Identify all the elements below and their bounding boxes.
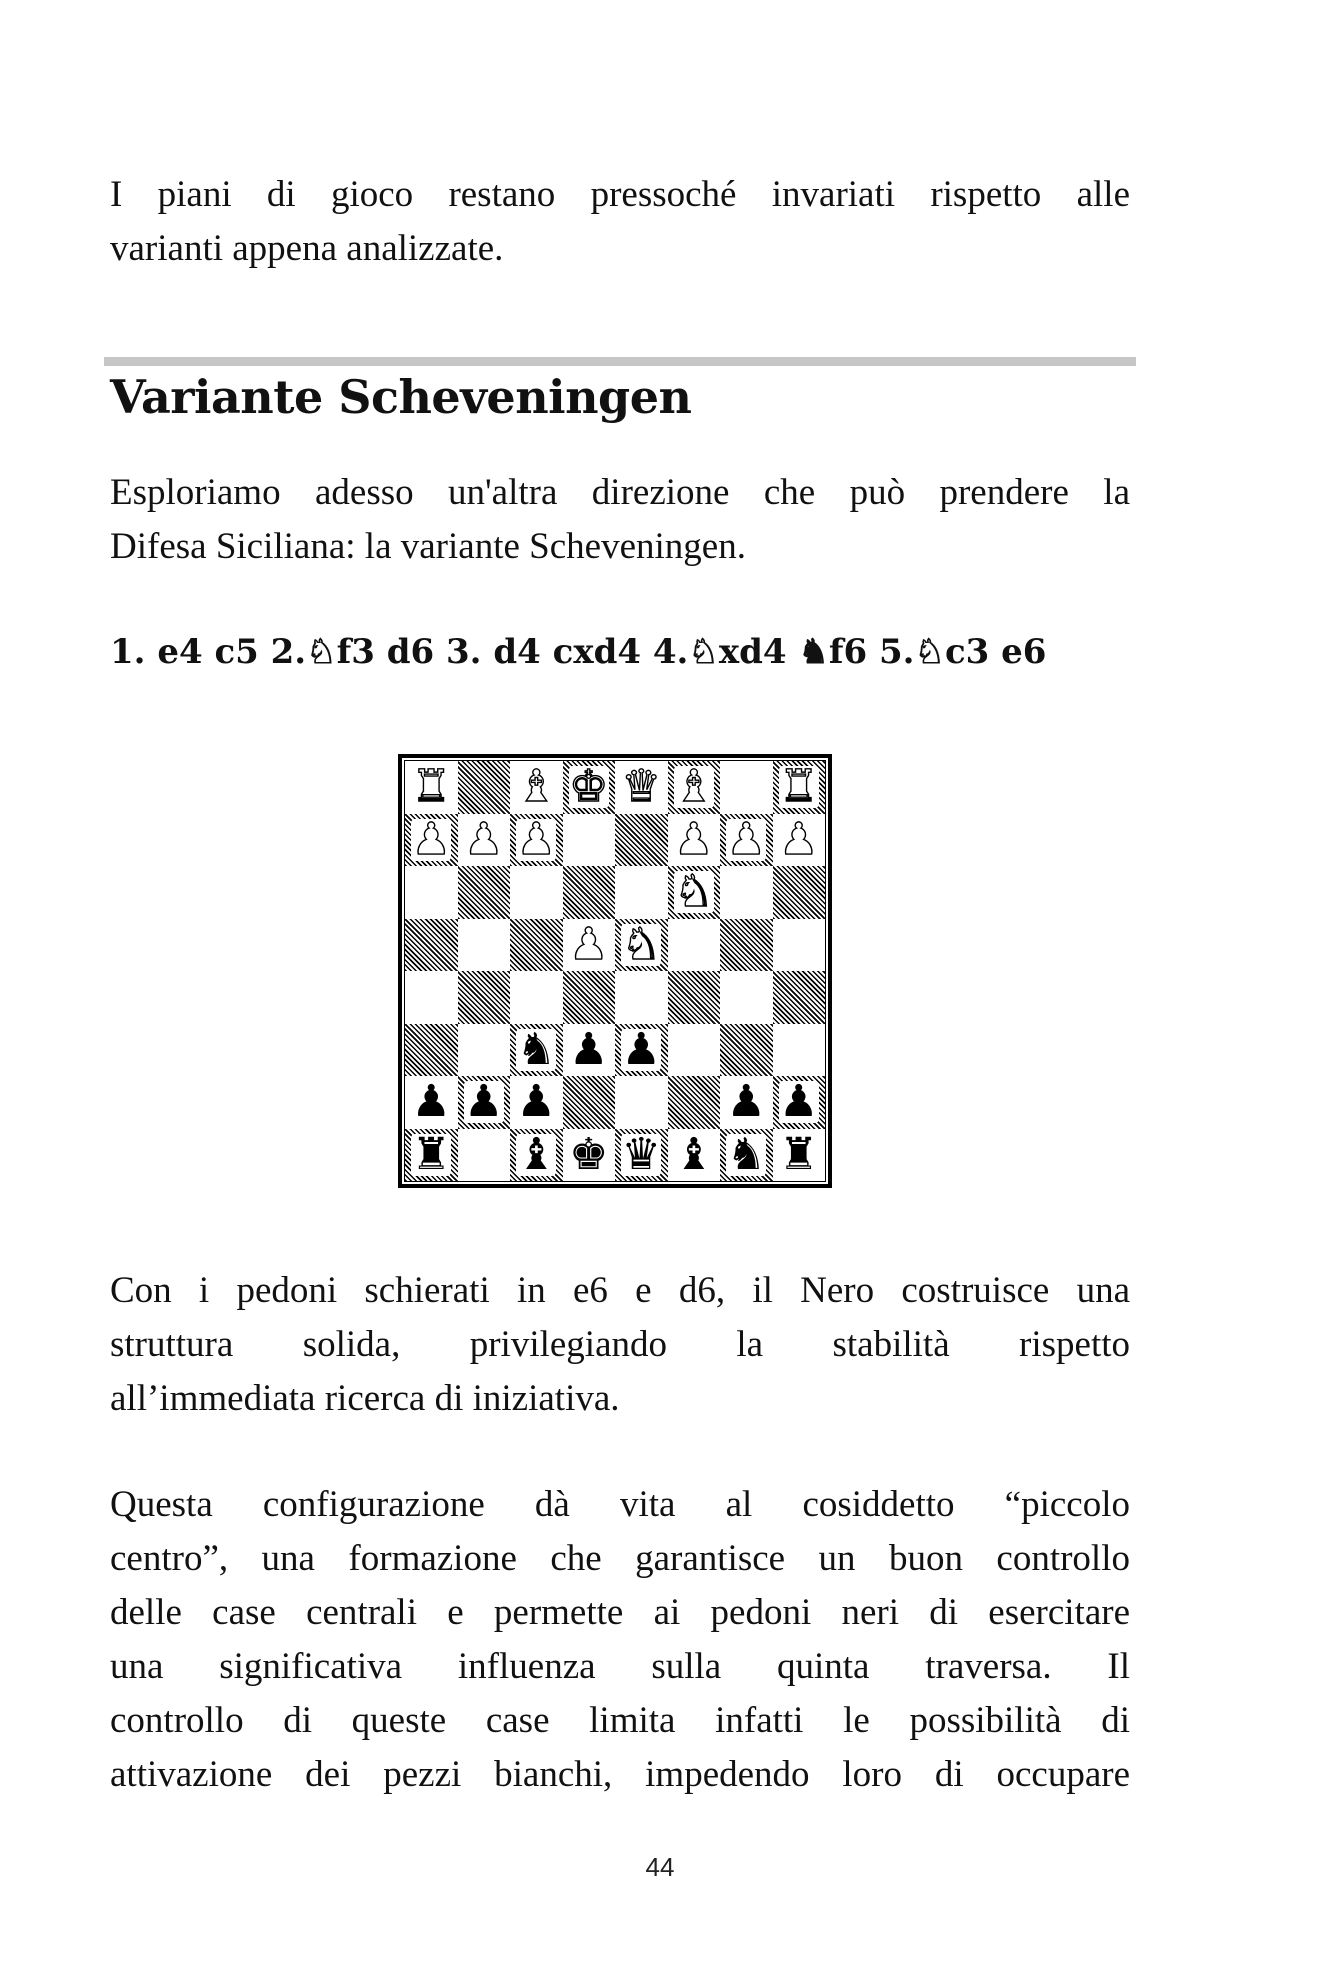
board-square [405, 919, 458, 972]
page-number: 44 [645, 1852, 675, 1882]
black-bishop-icon: ♝ [516, 1128, 556, 1180]
chess-board [404, 760, 826, 1182]
white-pawn-icon: ♟ [464, 813, 504, 865]
text-line: controllo di queste case limita infatti le possibilità di [110, 1700, 1130, 1741]
board-square [458, 1076, 511, 1129]
black-pawn-icon: ♟ [516, 1076, 556, 1128]
white-knight-icon: ♞ [621, 918, 661, 970]
board-square [510, 814, 563, 867]
board-square [773, 1024, 826, 1077]
black-rook-icon: ♜ [411, 1128, 451, 1180]
black-knight-icon: ♞ [726, 1128, 766, 1180]
section-title: Variante Scheveningen [110, 370, 692, 424]
book-page [110, 0, 1130, 1980]
paragraph [110, 1264, 1130, 1426]
text-line: Questa configurazione dà vita al cosiddetto “piccolo [110, 1484, 1130, 1525]
intro-paragraph [110, 168, 1130, 276]
board-square [615, 971, 668, 1024]
board-square [720, 814, 773, 867]
text-line: delle case centrali e permette ai pedoni neri di esercitare [110, 1592, 1130, 1633]
board-square [615, 919, 668, 972]
board-square [510, 1129, 563, 1182]
white-pawn-icon: ♟ [411, 813, 451, 865]
board-square [563, 1129, 616, 1182]
text-line: struttura solida, privilegiando la stabilità rispetto [110, 1324, 1130, 1365]
board-square [405, 1076, 458, 1129]
white-pawn-icon: ♟ [726, 813, 766, 865]
board-square [405, 866, 458, 919]
white-pawn-icon: ♟ [779, 813, 819, 865]
board-square [563, 814, 616, 867]
board-square [405, 1129, 458, 1182]
board-square [615, 761, 668, 814]
board-square [563, 1076, 616, 1129]
board-square [668, 1024, 721, 1077]
board-square [510, 866, 563, 919]
text-line: una significativa influenza sulla quinta traversa. Il [110, 1646, 1130, 1687]
black-knight-icon: ♞ [516, 1023, 556, 1075]
white-king-icon: ♚ [569, 761, 609, 813]
board-square [510, 971, 563, 1024]
white-pawn-icon: ♟ [516, 813, 556, 865]
board-square [405, 1024, 458, 1077]
text-line: Esploriamo adesso un'altra direzione che può prendere la [110, 472, 1130, 513]
black-pawn-icon: ♟ [621, 1023, 661, 1075]
board-square [510, 1076, 563, 1129]
board-square [615, 1076, 668, 1129]
black-pawn-icon: ♟ [726, 1076, 766, 1128]
board-square [720, 1076, 773, 1129]
board-square [510, 919, 563, 972]
white-bishop-icon: ♝ [516, 761, 556, 813]
board-square [458, 1024, 511, 1077]
board-square [510, 1024, 563, 1077]
white-knight-icon: ♞ [674, 866, 714, 918]
text-line: I piani di gioco restano pressoché invariati rispetto alle [110, 174, 1130, 215]
board-square [773, 971, 826, 1024]
board-square [720, 761, 773, 814]
text-line: Difesa Siciliana: la variante Scheveningen. [110, 526, 746, 567]
board-square [458, 971, 511, 1024]
board-square [720, 919, 773, 972]
board-square [773, 919, 826, 972]
text-line: centro”, una formazione che garantisce un buon controllo [110, 1538, 1130, 1579]
board-square [773, 814, 826, 867]
board-square [405, 971, 458, 1024]
black-bishop-icon: ♝ [674, 1128, 714, 1180]
board-square [615, 1129, 668, 1182]
text-line: all’immediata ricerca di iniziativa. [110, 1378, 620, 1419]
board-square [458, 761, 511, 814]
board-square [773, 1129, 826, 1182]
chess-diagram [398, 754, 832, 1188]
board-square [668, 971, 721, 1024]
board-square [458, 1129, 511, 1182]
section-divider [104, 357, 1136, 366]
black-pawn-icon: ♟ [464, 1076, 504, 1128]
board-square [668, 1129, 721, 1182]
board-square [458, 919, 511, 972]
move-sequence: 1. e4 c5 2.♘f3 d6 3. d4 cxd4 4.♘xd4 ♞f6 5.♘c3 e6 [110, 632, 1047, 672]
white-bishop-icon: ♝ [674, 761, 714, 813]
text-line: attivazione dei pezzi bianchi, impedendo loro di occupare [110, 1754, 1130, 1795]
board-square [720, 1024, 773, 1077]
board-square [668, 919, 721, 972]
white-queen-icon: ♛ [621, 761, 661, 813]
black-rook-icon: ♜ [779, 1128, 819, 1180]
board-square [405, 761, 458, 814]
white-pawn-icon: ♟ [674, 813, 714, 865]
text-line: varianti appena analizzate. [110, 228, 504, 269]
board-square [668, 866, 721, 919]
board-square [510, 761, 563, 814]
black-pawn-icon: ♟ [569, 1023, 609, 1075]
board-square [563, 866, 616, 919]
board-square [563, 919, 616, 972]
board-square [458, 866, 511, 919]
paragraph [110, 1478, 1130, 1802]
board-square [405, 814, 458, 867]
white-rook-icon: ♜ [411, 761, 451, 813]
board-square [773, 1076, 826, 1129]
white-pawn-icon: ♟ [569, 918, 609, 970]
board-square [615, 814, 668, 867]
board-square [615, 866, 668, 919]
black-king-icon: ♚ [569, 1128, 609, 1180]
board-square [668, 1076, 721, 1129]
black-pawn-icon: ♟ [779, 1076, 819, 1128]
board-square [720, 866, 773, 919]
board-square [458, 814, 511, 867]
board-square [773, 866, 826, 919]
paragraph [110, 466, 1130, 574]
black-queen-icon: ♛ [621, 1128, 661, 1180]
board-square [668, 814, 721, 867]
board-square [720, 1129, 773, 1182]
white-rook-icon: ♜ [779, 761, 819, 813]
board-square [563, 1024, 616, 1077]
black-pawn-icon: ♟ [411, 1076, 451, 1128]
board-square [773, 761, 826, 814]
text-line: Con i pedoni schierati in e6 e d6, il Nero costruisce una [110, 1270, 1130, 1311]
board-square [563, 971, 616, 1024]
board-square [563, 761, 616, 814]
board-square [615, 1024, 668, 1077]
board-square [668, 761, 721, 814]
board-square [720, 971, 773, 1024]
